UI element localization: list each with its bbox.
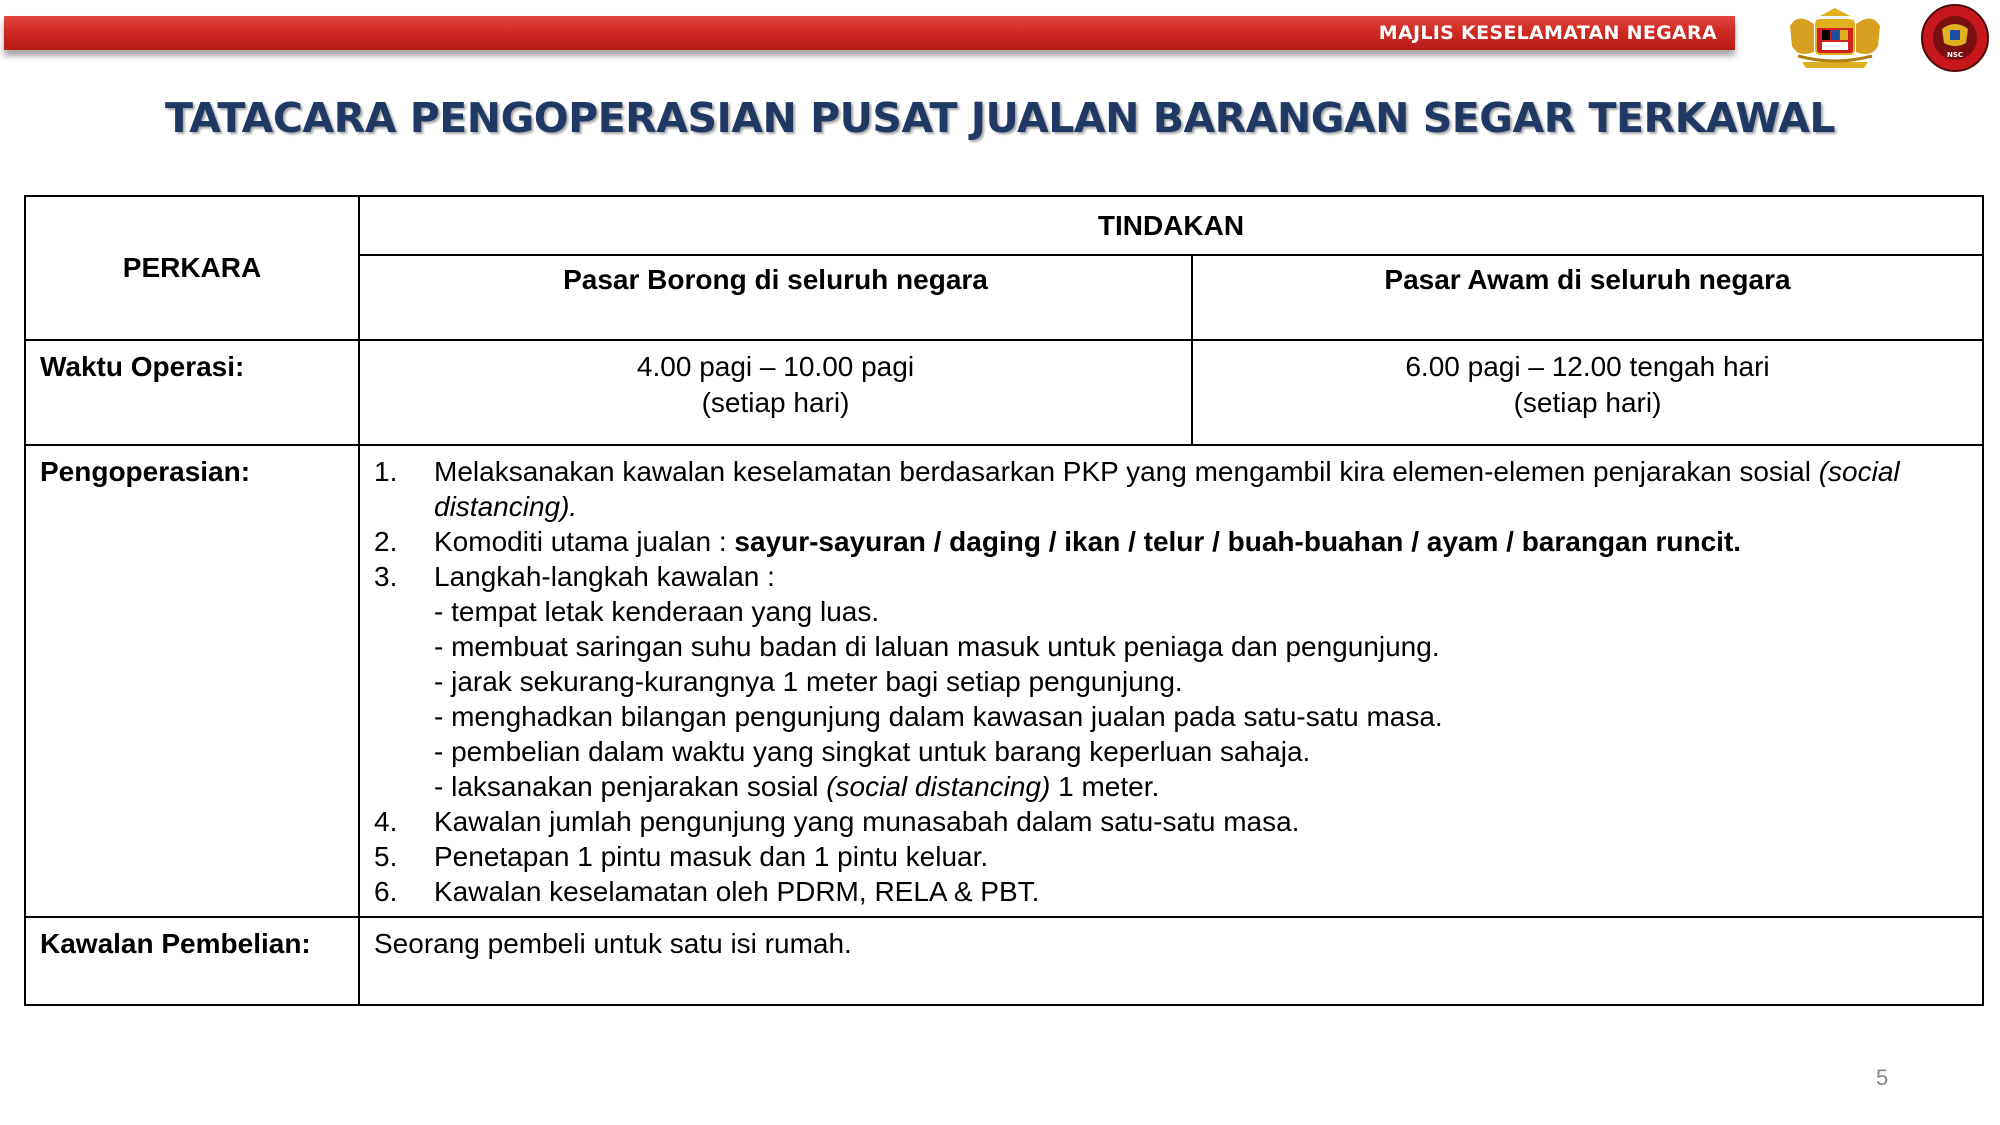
list-item: 3. Langkah-langkah kawalan : - tempat letak kenderaan yang luas. - membuat saringan suhu badan di laluan masuk untuk peniaga dan pengunjung. - jarak sekurang-kurangnya 1 meter bagi setiap pengunjung. - menghadkan bilangan pengunjung dalam kawasan jualan pada satu-satu masa. - pembelian dalam waktu yang singkat untuk barang keperluan sahaja. - laksanakan penjarakan sosial (social distancing) 1 meter.	[374, 559, 1972, 804]
sub-item: - pembelian dalam waktu yang singkat untuk barang keperluan sahaja.	[434, 736, 1311, 767]
sub-item: - jarak sekurang-kurangnya 1 meter bagi setiap pengunjung.	[434, 666, 1183, 697]
list-item: 1. Melaksanakan kawalan keselamatan berdasarkan PKP yang mengambil kira elemen-elemen penjarakan sosial (social distancing).	[374, 456, 1900, 522]
page-title: TATACARA PENGOPERASIAN PUSAT JUALAN BARANGAN SEGAR TERKAWAL	[165, 94, 1835, 142]
svg-text:NSC: NSC	[1946, 51, 1964, 59]
list-item: 2. Komoditi utama jualan : sayur-sayuran / daging / ikan / telur / buah-buahan / ayam / barangan runcit.	[374, 526, 1742, 557]
procedure-table	[24, 195, 1984, 1006]
label-pengoperasian: Pengoperasian:	[25, 445, 359, 917]
header-bar	[4, 16, 1735, 50]
sub-item: - tempat letak kenderaan yang luas.	[434, 596, 880, 627]
label-waktu-operasi: Waktu Operasi:	[25, 340, 359, 445]
operations-list	[374, 454, 1972, 909]
waktu-borong-note: (setiap hari)	[701, 387, 850, 418]
waktu-awam-time: 6.00 pagi – 12.00 tengah hari	[1405, 351, 1770, 382]
coat-of-arms-logo	[1776, 6, 1894, 72]
label-kawalan-pembelian: Kawalan Pembelian:	[25, 917, 359, 1005]
kawalan-pembelian-value: Seorang pembeli untuk satu isi rumah.	[359, 917, 1983, 1005]
list-item: 6. Kawalan keselamatan oleh PDRM, RELA & PBT.	[374, 876, 1040, 907]
header-pasar-awam: Pasar Awam di seluruh negara	[1192, 255, 1983, 340]
waktu-borong-cell	[359, 340, 1192, 445]
org-name: MAJLIS KESELAMATAN NEGARA	[1378, 22, 1717, 44]
sub-item: - menghadkan bilangan pengunjung dalam kawasan jualan pada satu-satu masa.	[434, 701, 1443, 732]
pengoperasian-cell	[359, 445, 1983, 917]
nsc-logo	[1912, 3, 1998, 73]
list-item: 4. Kawalan jumlah pengunjung yang munasabah dalam satu-satu masa.	[374, 806, 1300, 837]
header-perkara: PERKARA	[25, 196, 359, 340]
waktu-awam-note: (setiap hari)	[1513, 387, 1662, 418]
waktu-borong-time: 4.00 pagi – 10.00 pagi	[636, 351, 915, 382]
sub-item: - laksanakan penjarakan sosial (social distancing) 1 meter.	[434, 771, 1160, 802]
list-item: 5. Penetapan 1 pintu masuk dan 1 pintu keluar.	[374, 841, 989, 872]
waktu-awam-cell	[1192, 340, 1983, 445]
header-tindakan: TINDAKAN	[359, 196, 1983, 255]
page-number: 5	[1876, 1065, 1889, 1090]
header-pasar-borong: Pasar Borong di seluruh negara	[359, 255, 1192, 340]
sub-item: - membuat saringan suhu badan di laluan masuk untuk peniaga dan pengunjung.	[434, 631, 1440, 662]
